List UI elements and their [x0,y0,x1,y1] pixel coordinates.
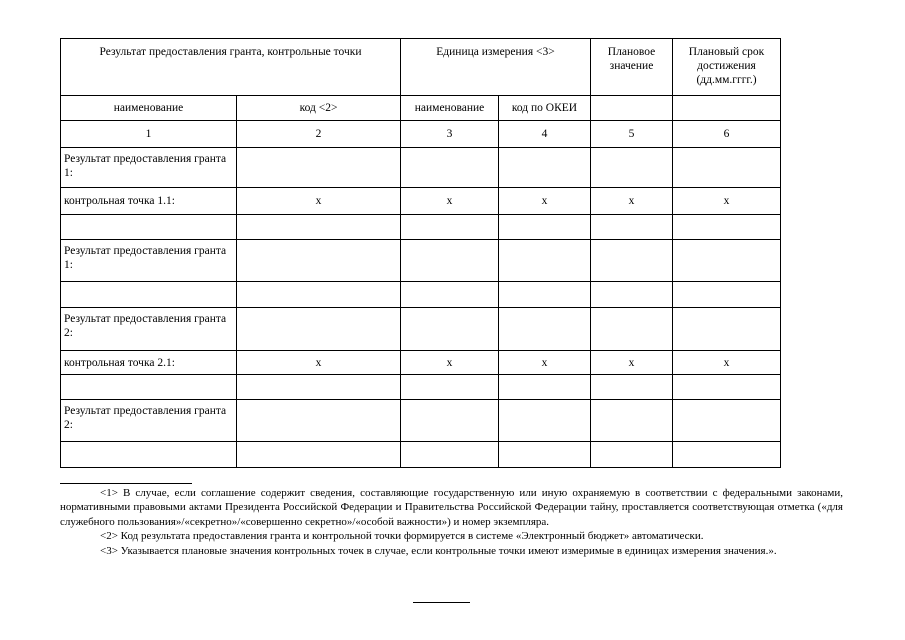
table-cell [591,240,673,282]
table-cell [401,308,499,351]
table-cell [499,442,591,468]
column-number: 4 [499,121,591,148]
table-row [61,442,781,468]
table-cell [401,148,499,188]
table-cell [673,375,781,400]
table-cell [591,215,673,240]
table-cell [591,308,673,351]
table-cell [591,442,673,468]
header-sub-code: код <2> [237,96,401,121]
table-row [61,308,781,351]
table-cell [673,240,781,282]
header-sub-unit-name: наименование [401,96,499,121]
table-row [61,240,781,282]
footnote-1: <1> В случае, если соглашение содержит сведения, составляющие государственную или иную охраняемую в соответствии с федеральными законами, нормативными правовыми актами Президента Российской Федерации и Правительства Российской Федерации тайну, проставляется соответствующая отметка («для служебного пользования»/«секретно»/«совершенно секретно»/«особой важности») и номер экземпляра. [60,487,843,528]
footnotes [60,486,843,558]
table-row [61,351,781,375]
column-number: 5 [591,121,673,148]
table-cell [591,148,673,188]
row-label [61,215,237,240]
header-row-sub [61,96,781,121]
table-row [61,375,781,400]
table-cell [673,442,781,468]
row-label: контрольная точка 1.1: [61,188,237,215]
table-cell [499,400,591,442]
table-cell: x [237,351,401,375]
table-cell [401,282,499,308]
table-cell: x [401,188,499,215]
header-result-group: Результат предоставления гранта, контрольные точки [61,39,401,96]
table-cell [237,240,401,282]
table-cell: x [591,188,673,215]
column-number: 3 [401,121,499,148]
table-cell: x [237,188,401,215]
table-cell [673,148,781,188]
footnote-3: <3> Указывается плановые значения контрольных точек в случае, если контрольные точки имеют измеримые в единицах измерения значения.». [100,544,777,557]
table-cell [499,215,591,240]
end-separator [413,602,470,603]
header-sub-empty [591,96,673,121]
column-number-row [61,121,781,148]
table-cell [673,400,781,442]
table-cell: x [499,351,591,375]
grant-results-table [60,38,781,468]
table-row [61,215,781,240]
row-label: Результат предоставления гранта 2: [61,308,237,351]
table-cell [673,308,781,351]
table-cell: x [591,351,673,375]
table-cell: x [499,188,591,215]
header-sub-name: наименование [61,96,237,121]
table-cell: x [673,188,781,215]
table-cell [401,400,499,442]
table-cell [237,148,401,188]
table-cell [673,215,781,240]
table-cell [401,215,499,240]
table-cell [499,148,591,188]
table-cell [401,442,499,468]
row-label: Результат предоставления гранта 1: [61,148,237,188]
table-cell [401,240,499,282]
column-number: 1 [61,121,237,148]
footnote-separator [60,483,192,484]
row-label [61,442,237,468]
table-row [61,282,781,308]
row-label: Результат предоставления гранта 2: [61,400,237,442]
table-row [61,148,781,188]
table-cell [591,375,673,400]
header-sub-okei: код по ОКЕИ [499,96,591,121]
table-cell [591,400,673,442]
table-cell [591,282,673,308]
table-cell [237,282,401,308]
table-cell [237,308,401,351]
table-cell [499,240,591,282]
column-number: 2 [237,121,401,148]
header-unit-group: Единица измерения <3> [401,39,591,96]
row-label: Результат предоставления гранта 1: [61,240,237,282]
table-cell [499,308,591,351]
row-label: контрольная точка 2.1: [61,351,237,375]
table-cell [237,215,401,240]
row-label [61,375,237,400]
header-planned-date: Плановый срок достижения (дд.мм.гггг.) [673,39,781,96]
header-sub-empty [673,96,781,121]
table-cell [673,282,781,308]
footnote-2: <2> Код результата предоставления гранта и контрольной точки формируется в системе «Электронный бюджет» автоматически. [100,530,704,543]
table-cell: x [673,351,781,375]
column-number: 6 [673,121,781,148]
table-cell [499,282,591,308]
table-cell: x [401,351,499,375]
row-label [61,282,237,308]
table-cell [401,375,499,400]
table-cell [237,375,401,400]
table-cell [237,442,401,468]
header-row-main [61,39,781,96]
table-cell [499,375,591,400]
table-row [61,188,781,215]
table-cell [237,400,401,442]
header-planned-value: Плановое значение [591,39,673,96]
table-row [61,400,781,442]
